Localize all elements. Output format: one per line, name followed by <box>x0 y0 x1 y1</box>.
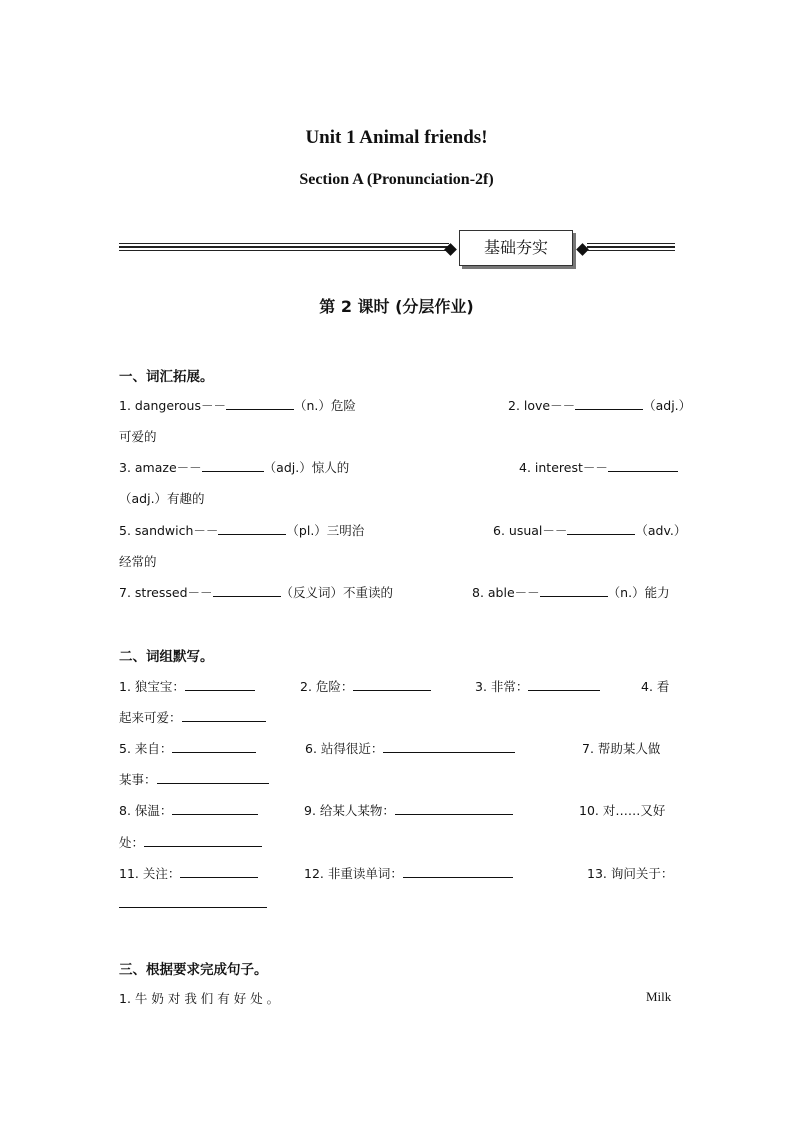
answer-blank[interactable] <box>213 584 281 597</box>
answer-blank[interactable] <box>182 709 266 722</box>
vocab-item-4 <box>519 458 678 476</box>
phrase-label: 起来可爱： <box>119 710 182 725</box>
vocab-item-prefix: 5. sandwich－－ <box>119 523 219 538</box>
phrase-label: 12. 非重读单词： <box>304 866 403 881</box>
vocab-item-prefix: 1. dangerous－－ <box>119 398 226 413</box>
vocab-item-suffix: （n.）危险 <box>294 398 356 413</box>
vocab-item-7 <box>119 583 393 601</box>
vocab-item-6 <box>493 521 686 539</box>
banner-rule-right <box>587 243 675 255</box>
phrase-item-2 <box>300 677 431 695</box>
phrase-item-8 <box>119 801 258 819</box>
phrase-label: 某事： <box>119 772 157 787</box>
vocab-item-4-cont: （adj.）有趣的 <box>119 491 205 506</box>
answer-blank[interactable] <box>403 865 513 878</box>
phrase-item-4: 4. 看 <box>641 679 670 694</box>
lesson-heading: 第 2 课时 (分层作业) <box>319 297 474 316</box>
phrase-item-9 <box>304 801 513 819</box>
answer-blank[interactable] <box>567 522 635 535</box>
answer-blank[interactable] <box>528 678 600 691</box>
vocab-item-2-cont: 可爱的 <box>119 429 157 444</box>
section-2-heading: 二、词组默写。 <box>119 649 214 665</box>
answer-blank[interactable] <box>540 584 608 597</box>
phrase-item-10-cont <box>119 833 262 851</box>
vocab-item-5 <box>119 521 364 539</box>
phrase-label: 5. 来自： <box>119 741 173 756</box>
vocab-item-2 <box>508 396 691 414</box>
phrase-item-1 <box>119 677 255 695</box>
vocab-item-suffix: （adj.） <box>643 398 692 413</box>
answer-blank[interactable] <box>575 397 643 410</box>
vocab-item-suffix: （adv.） <box>635 523 687 538</box>
answer-blank[interactable] <box>353 678 431 691</box>
answer-blank[interactable] <box>119 895 267 908</box>
vocab-item-prefix: 4. interest－－ <box>519 460 608 475</box>
phrase-label: 9. 给某人某物： <box>304 803 395 818</box>
section-3-heading: 三、根据要求完成句子。 <box>119 962 268 978</box>
phrase-label: 处： <box>119 835 145 850</box>
answer-blank[interactable] <box>226 397 294 410</box>
answer-blank[interactable] <box>172 740 256 753</box>
answer-blank[interactable] <box>172 802 258 815</box>
phrase-label: 3. 非常： <box>475 679 529 694</box>
vocab-item-suffix: （反义词）不重读的 <box>280 585 394 600</box>
phrase-label: 2. 危险： <box>300 679 354 694</box>
page-title: Unit 1 Animal friends! <box>305 127 488 148</box>
answer-blank[interactable] <box>180 865 258 878</box>
sentence-item-1-start: Milk <box>646 989 672 1004</box>
vocab-item-suffix: （adj.）惊人的 <box>263 460 350 475</box>
page-subtitle: Section A (Pronunciation-2f) <box>299 171 494 188</box>
vocab-item-prefix: 2. love－－ <box>508 398 576 413</box>
phrase-item-3 <box>475 677 600 695</box>
vocab-item-1 <box>119 396 356 414</box>
phrase-item-7: 7. 帮助某人做 <box>582 741 661 756</box>
answer-blank[interactable] <box>202 459 264 472</box>
vocab-item-suffix: （pl.）三明治 <box>286 523 365 538</box>
vocab-item-3 <box>119 458 349 476</box>
answer-blank[interactable] <box>185 678 255 691</box>
answer-blank[interactable] <box>218 522 286 535</box>
vocab-item-prefix: 7. stressed－－ <box>119 585 213 600</box>
phrase-label: 6. 站得很近： <box>305 741 384 756</box>
vocab-item-prefix: 3. amaze－－ <box>119 460 202 475</box>
answer-blank[interactable] <box>144 834 262 847</box>
phrase-label: 1. 狼宝宝： <box>119 679 185 694</box>
answer-blank[interactable] <box>395 802 513 815</box>
answer-blank[interactable] <box>608 459 678 472</box>
phrase-item-13-cont <box>119 895 267 911</box>
answer-blank[interactable] <box>157 771 269 784</box>
vocab-item-6-cont: 经常的 <box>119 554 157 569</box>
phrase-item-11 <box>119 864 258 882</box>
phrase-item-7-cont <box>119 770 269 788</box>
banner-rule-left <box>119 243 449 255</box>
vocab-item-prefix: 8. able－－ <box>472 585 540 600</box>
phrase-label: 8. 保温： <box>119 803 173 818</box>
answer-blank[interactable] <box>383 740 515 753</box>
phrase-item-6 <box>305 739 515 757</box>
phrase-item-10: 10. 对……又好 <box>579 803 666 818</box>
sentence-item-1: 1. 牛 奶 对 我 们 有 好 处 。 <box>119 991 280 1006</box>
phrase-label: 11. 关注： <box>119 866 181 881</box>
section-banner <box>119 230 675 272</box>
section-1-heading: 一、词汇拓展。 <box>119 369 214 385</box>
phrase-item-4-cont <box>119 708 266 726</box>
phrase-item-5 <box>119 739 256 757</box>
vocab-item-8 <box>472 583 670 601</box>
phrase-item-13: 13. 询问关于： <box>587 866 674 881</box>
banner-label: 基础夯实 <box>459 230 573 266</box>
phrase-item-12 <box>304 864 513 882</box>
vocab-item-suffix: （n.）能力 <box>607 585 670 600</box>
vocab-item-prefix: 6. usual－－ <box>493 523 568 538</box>
